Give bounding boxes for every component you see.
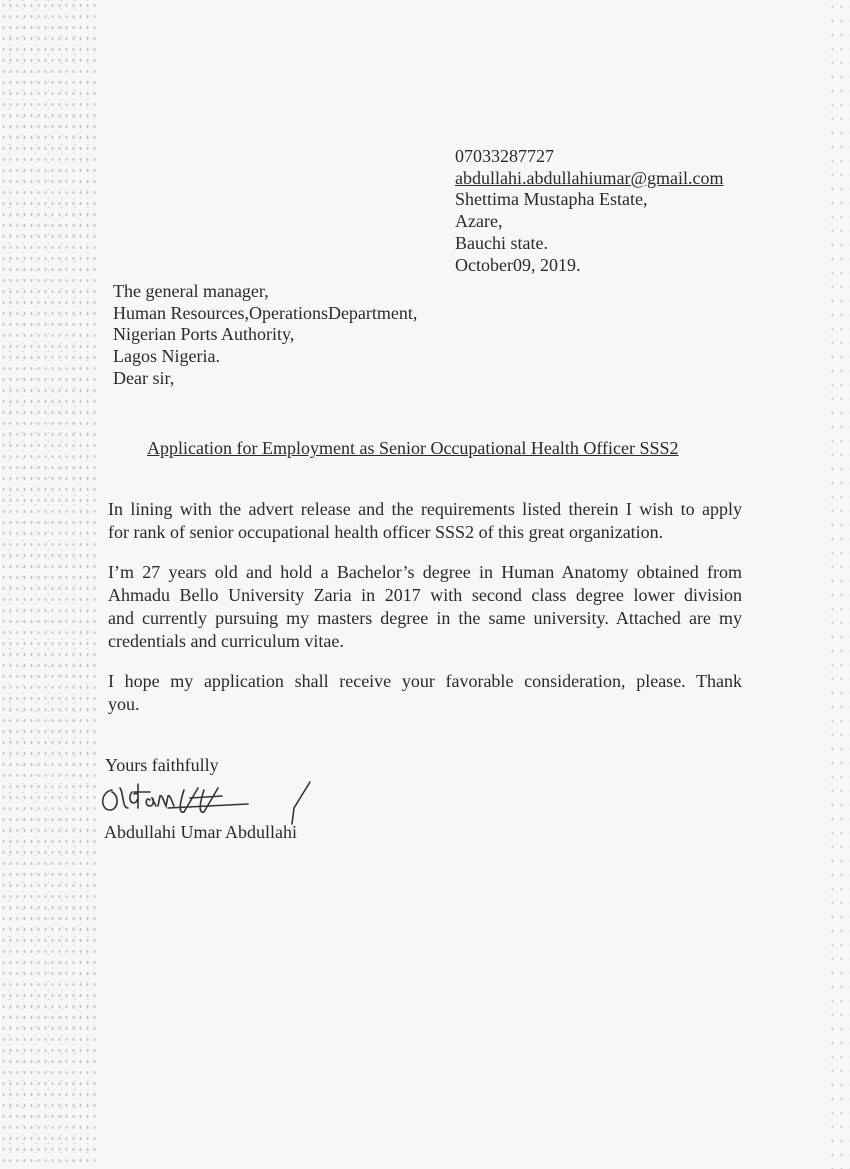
- recipient-line: Lagos Nigeria.: [113, 346, 220, 367]
- recipient-line: The general manager,: [113, 281, 269, 301]
- paragraph-line: I’m 27 years old and hold a Bachelor’s degree in Human Anatomy obtained from: [108, 562, 742, 582]
- sender-address-line: Azare,: [455, 211, 503, 232]
- closing: Yours faithfully: [105, 755, 219, 775]
- sender-phone: 07033287727: [455, 146, 554, 166]
- recipient-address-block: [113, 281, 417, 390]
- scan-noise-right: [828, 0, 850, 1169]
- sender-address-block: [455, 146, 724, 276]
- paragraph-3: [108, 670, 742, 716]
- letter-date: October09, 2019.: [455, 254, 581, 275]
- paragraph-2: [108, 561, 742, 653]
- paragraph-line: credentials and curriculum vitae.: [108, 631, 344, 651]
- paragraph-line: In lining with the advert release and the requirements listed therein I wish to apply: [108, 499, 742, 519]
- salutation: Dear sir,: [113, 367, 175, 388]
- paragraph-line: I hope my application shall receive your favorable consideration, please. Thank: [108, 671, 742, 691]
- sender-address-line: Bauchi state.: [455, 232, 548, 253]
- paragraph-1: [108, 498, 742, 544]
- letter-subject: Application for Employment as Senior Occupational Health Officer SSS2: [147, 438, 679, 458]
- sender-email: abdullahi.abdullahiumar@gmail.com: [455, 167, 724, 188]
- handwritten-signature: [98, 778, 318, 828]
- sender-address-line: Shettima Mustapha Estate,: [455, 189, 648, 210]
- recipient-line: Nigerian Ports Authority,: [113, 324, 295, 345]
- paragraph-line: for rank of senior occupational health officer SSS2 of this great organization.: [108, 522, 664, 542]
- paragraph-line: and currently pursuing my masters degree in the same university. Attached are my: [108, 608, 742, 628]
- paragraph-line: Ahmadu Bello University Zaria in 2017 with second class degree lower division: [108, 585, 742, 605]
- signatory-name: Abdullahi Umar Abdullahi: [104, 822, 297, 842]
- recipient-line: Human Resources,OperationsDepartment,: [113, 302, 418, 323]
- scan-noise-left: [0, 0, 100, 1169]
- paragraph-line: you.: [108, 694, 140, 714]
